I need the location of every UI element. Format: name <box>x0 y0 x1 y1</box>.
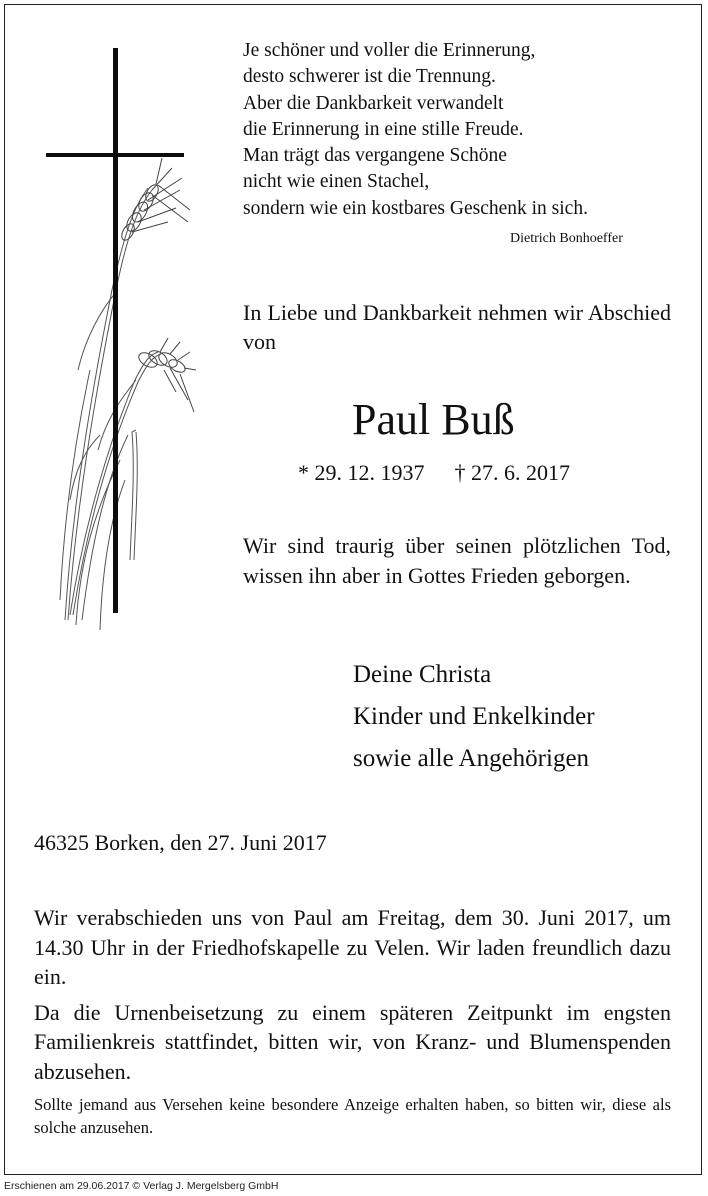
poem-line: Man trägt das vergangene Schöne <box>243 145 507 167</box>
publication-footer: Erschienen am 29.06.2017 © Verlag J. Mergelsberg GmbH <box>4 1180 279 1192</box>
mourner-line: sowie alle Angehörigen <box>353 745 590 772</box>
wheat-illustration <box>60 158 196 630</box>
mourners <box>353 654 595 780</box>
mourner-line: Kinder und Enkelkinder <box>353 703 595 730</box>
intro-text: In Liebe und Dankbarkeit nehmen wir Abschied von <box>243 300 671 354</box>
farewell-text: Wir verabschieden uns von Paul am Freitag, dem 30. Juni 2017, um 14.30 Uhr in der Friedhofskapelle zu Velen. Wir laden freundlich dazu ein. <box>34 905 671 990</box>
cross-icon <box>46 48 184 613</box>
birth-date: * 29. 12. 1937 <box>298 460 425 485</box>
deceased-name: Paul Buß <box>352 395 515 444</box>
poem-line: nicht wie einen Stachel, <box>243 171 430 193</box>
poem-line: desto schwerer ist die Trennung. <box>243 66 496 88</box>
disclaimer-text: Sollte jemand aus Versehen keine besondere Anzeige erhalten haben, so bitten wir, diese als solche anzusehen. <box>34 1095 671 1137</box>
life-dates <box>298 458 570 488</box>
poem-author: Dietrich Bonhoeffer <box>510 231 623 246</box>
funeral-notice <box>34 903 671 1087</box>
sorrow-text: Wir sind traurig über seinen plötzlichen Tod, wissen ihn aber in Gottes Frieden geborgen. <box>243 533 671 588</box>
poem-line: sondern wie ein kostbares Geschenk in sich. <box>243 197 588 219</box>
mourner-line: Deine Christa <box>353 661 492 688</box>
poem-line: Aber die Dankbarkeit verwandelt <box>243 92 504 114</box>
poem-line: die Erinnerung in eine stille Freude. <box>243 118 524 140</box>
poem <box>243 38 683 222</box>
urn-text: Da die Urnenbeisetzung zu einem späteren Zeitpunkt im engsten Familienkreis stattfindet, bitten wir, von Kranz- und Blumenspenden abzusehen. <box>34 999 671 1084</box>
death-date: † 27. 6. 2017 <box>454 460 570 485</box>
place-and-date: 46325 Borken, den 27. Juni 2017 <box>34 830 327 855</box>
cross-with-wheat-illustration <box>40 40 210 630</box>
poem-line: Je schöner und voller die Erinnerung, <box>243 40 536 61</box>
